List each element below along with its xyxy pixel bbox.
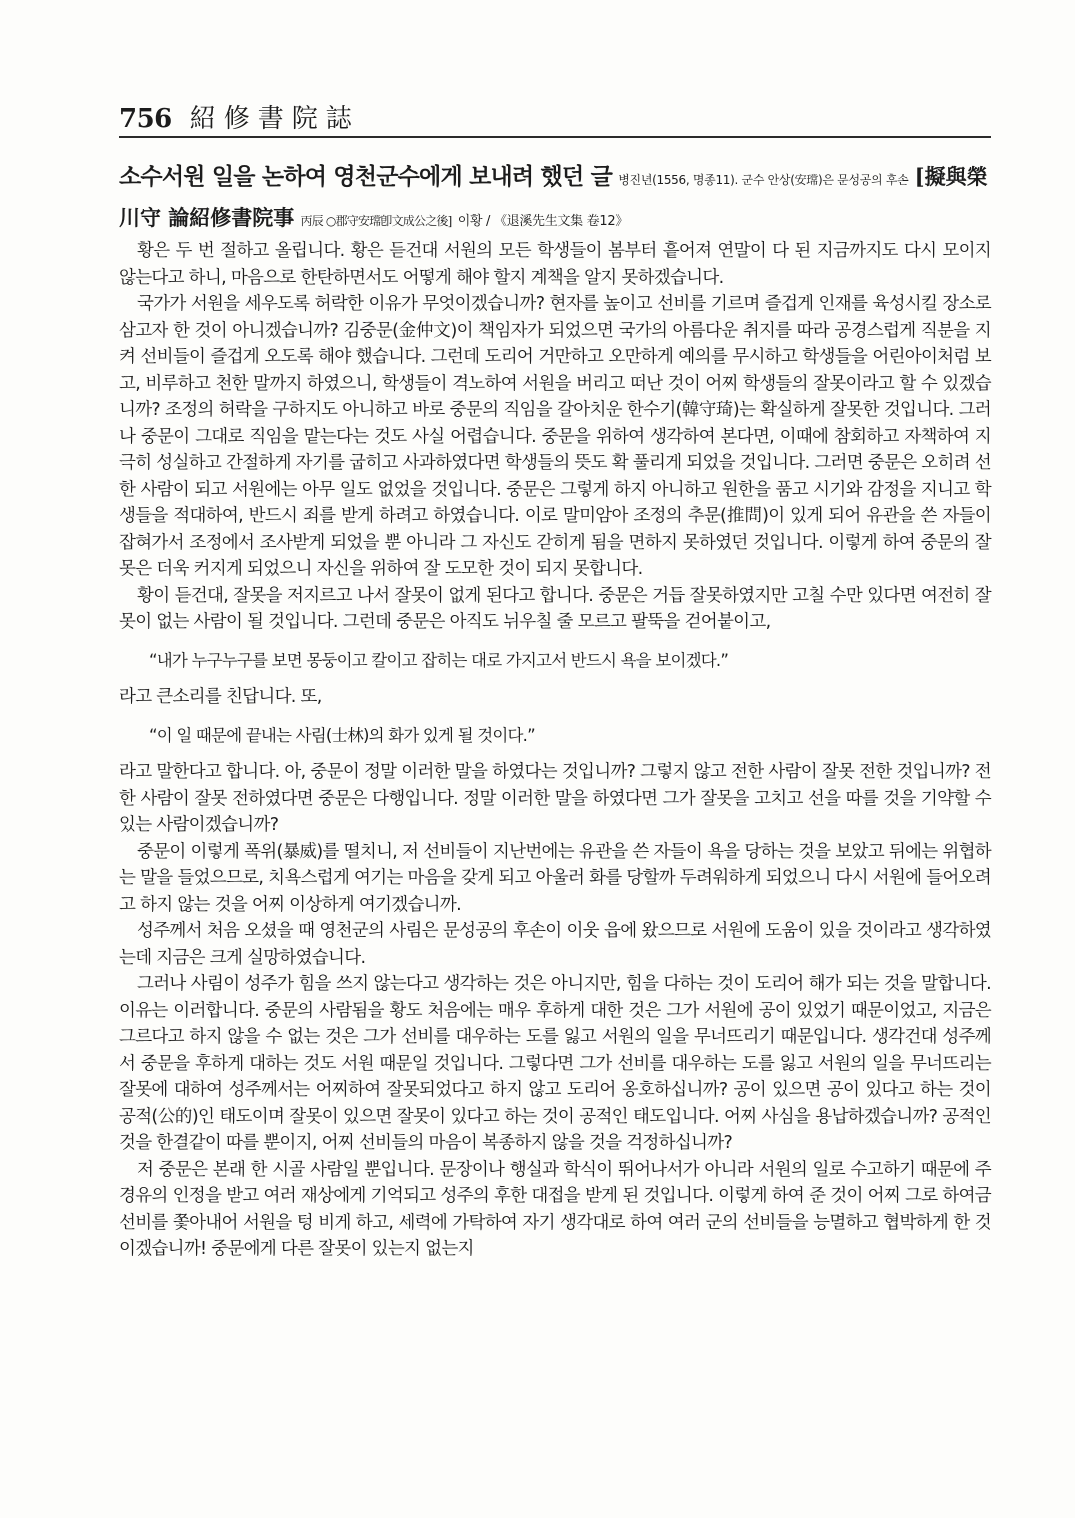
book-title: 紹修書院誌 xyxy=(189,104,360,134)
hanja-title: [擬與榮川守 論紹修書院事 xyxy=(119,164,988,230)
quotation: “이 일 때문에 끝내는 사림(士林)의 화가 있게 될 것이다.” xyxy=(149,725,535,745)
paragraph: 라고 큰소리를 친답니다. 또, xyxy=(119,687,322,707)
page-number: 756 xyxy=(119,104,172,134)
paragraph: 저 중문은 본래 한 시골 사람일 뿐입니다. 문장이나 행실과 학식이 뛰어나서가 아니라 서원의 일로 수고하기 때문에 주경유의 인정을 받고 여러 재상에게 기억되고 성주의 후한 대접을 받게 된 것입니다. 이렇게 하여 준 것이 어찌 그로 하여금 선비를 쫓아내어 서원을 텅 비게 하고, 세력에 가탁하여 자기 생각대로 하여 여러 군의 선비들을 능멸하고 협박하게 한 것이겠습니까! 중문에게 다른 잘못이 있는지 없는지 xyxy=(119,1159,991,1259)
hanja-note: 丙辰 ○郡守安瑺卽文成公之後] xyxy=(300,214,452,228)
running-header xyxy=(119,98,989,135)
paragraph: 국가가 서원을 세우도록 허락한 이유가 무엇이겠습니까? 현자를 높이고 선비를 기르며 즐겁게 인재를 육성시킬 장소로 삼고자 한 것이 아니겠습니까? 김중문(金仲文)이 책임자가 되었으면 국가의 아름다운 취지를 따라 공경스럽게 직분을 지켜 선비들이 즐겁게 오도록 해야 했습니다. 그런데 도리어 거만하고 오만하게 예의를 무시하고 학생들을 어린아이처럼 보고, 비루하고 천한 말까지 하였으니, 학생들이 격노하여 서원을 버리고 떠난 것이 어찌 학생들의 잘못이라고 할 수 있겠습니까? 조정의 허락을 구하지도 아니하고 바로 중문의 직임을 갈아치운 한수기(韓守琦)는 확실하게 잘못한 것입니다. 그러나 중문이 그대로 직임을 맡는다는 것도 사실 어렵습니다. 중문을 위하여 생각하여 본다면, 이때에 참회하고 자책하여 지극히 성실하고 간절하게 자기를 굽히고 사과하였다면 학생들의 뜻도 확 풀리게 되었을 것입니다. 그러면 중문은 오히려 선한 사람이 되고 서원에는 아무 일도 없었을 것입니다. 중문은 그렇게 하지 아니하고 원한을 품고 시기와 감정을 지니고 학생들을 적대하여, 반드시 죄를 받게 하려고 하였습니다. 이로 말미암아 조정의 추문(推問)이 있게 되어 유관을 쓴 자들이 잡혀가서 조정에서 조사받게 되었을 뿐 아니라 그 자신도 갇히게 됨을 면하지 못하였던 것입니다. 이렇게 하여 중문의 잘못은 더욱 커지게 되었으니 자신을 위하여 잘 도모한 것이 되지 못합니다. xyxy=(119,294,991,579)
paragraph: 황은 두 번 절하고 올립니다. 황은 듣건대 서원의 모든 학생들이 봄부터 흩어져 연말이 다 된 지금까지도 다시 모이지 않는다고 하니, 마음으로 한탄하면서도 어떻게 해야 할지 계책을 알지 못하겠습니다. xyxy=(119,241,991,288)
article-title-block xyxy=(119,158,991,241)
paragraph: 그러나 사림이 성주가 힘을 쓰지 않는다고 생각하는 것은 아니지만, 힘을 다하는 것이 도리어 해가 되는 것을 말합니다. 이유는 이러합니다. 중문의 사람됨을 황도 처음에는 매우 후하게 대한 것은 그가 서원에 공이 있었기 때문이었고, 지금은 그르다고 하지 않을 수 없는 것은 그가 선비를 대우하는 도를 잃고 서원의 일을 무너뜨리기 때문입니다. 생각건대 성주께서 중문을 후하게 대하는 것도 서원 때문일 것입니다. 그렇다면 그가 선비를 대우하는 도를 잃고 서원의 일을 무너뜨리는 잘못에 대하여 성주께서는 어찌하여 잘못되었다고 하지 않고 도리어 옹호하십니까? 공이 있으면 공이 있다고 하는 것이 공적(公的)인 태도이며 잘못이 있으면 잘못이 있다고 하는 것이 공적인 태도입니다. 어찌 사심을 용납하겠습니까? 공적인 것을 한결같이 따를 뿐이지, 어찌 선비들의 마음이 복종하지 않을 것을 걱정하십니까? xyxy=(119,974,991,1153)
quotation: “내가 누구누구를 보면 몽둥이고 칼이고 잡히는 대로 가지고서 반드시 욕을 보이겠다.” xyxy=(149,650,729,670)
paragraph: 황이 듣건대, 잘못을 저지르고 나서 잘못이 없게 된다고 합니다. 중문은 거듭 잘못하였지만 고칠 수만 있다면 여전히 잘못이 없는 사람이 될 것입니다. 그런데 중문은 아직도 뉘우칠 줄 모르고 팔뚝을 걷어붙이고, xyxy=(119,585,991,632)
article-title: 소수서원 일을 논하여 영천군수에게 보내려 했던 글 xyxy=(119,164,613,190)
paragraph: 라고 말한다고 합니다. 아, 중문이 정말 이러한 말을 하였다는 것입니까? 그렇지 않고 전한 사람이 잘못 전한 것입니까? 전한 사람이 잘못 전하였다면 중문은 다행입니다. 정말 이러한 말을 하였다면 그가 잘못을 고치고 선을 따를 것을 기약할 수 있는 사람이겠습니까? xyxy=(119,762,991,835)
paragraph: 중문이 이렇게 폭위(暴威)를 떨치니, 저 선비들이 지난번에는 유관을 쓴 자들이 욕을 당하는 것을 보았고 뒤에는 위협하는 말을 들었으므로, 치욕스럽게 여기는 마음을 갖게 되고 아울러 화를 당할까 두려워하게 되었으니 다시 서원에 들어오려고 하지 않는 것을 어찌 이상하게 여기겠습니까. xyxy=(119,841,991,915)
title-note: 병진년(1556, 명종11). 군수 안상(安瑺)은 문성공의 후손 xyxy=(618,173,909,187)
paragraph: 성주께서 처음 오셨을 때 영천군의 사림은 문성공의 후손이 이웃 읍에 왔으므로 서원에 도움이 있을 것이라고 생각하였는데 지금은 크게 실망하였습니다. xyxy=(119,921,991,968)
source-citation: 이황 / 《退溪先生文集 卷12》 xyxy=(457,214,629,229)
header-rule xyxy=(119,136,991,138)
article-body xyxy=(119,238,991,1263)
